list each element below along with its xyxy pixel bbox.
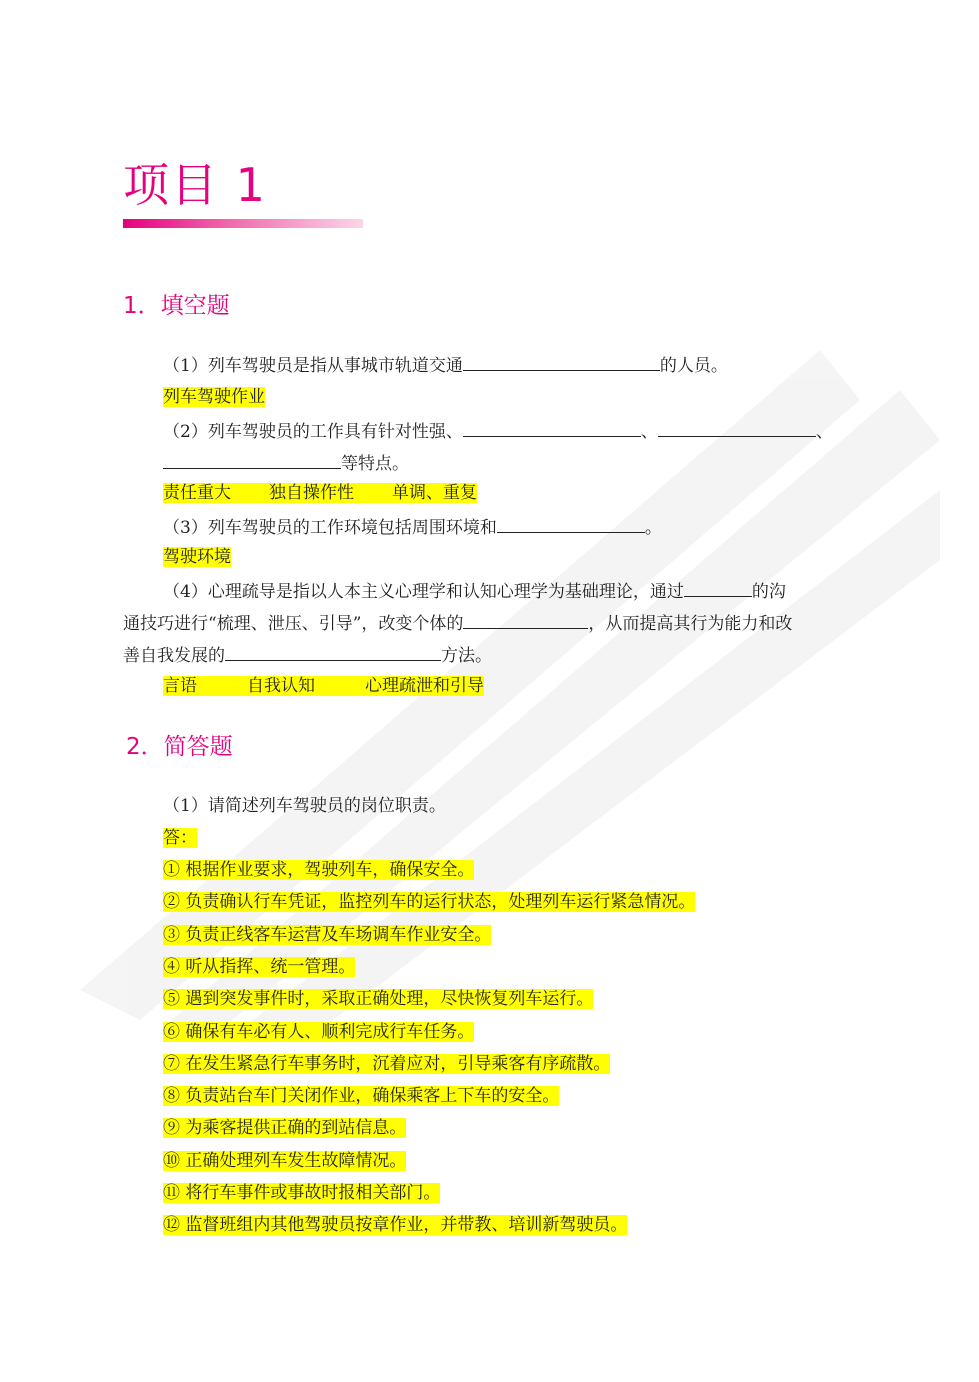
answer-3: [163, 545, 231, 569]
answer-2-highlight: [163, 483, 477, 503]
duty-list-item: [163, 955, 355, 979]
question-4-text-2-tail: ，从而提高其行为能力和改: [588, 614, 793, 634]
duty-list-item-text: ① 根据作业要求，驾驶列车，确保安全。: [163, 860, 475, 880]
question-4-text-1: （4）心理疏导是指以人本主义心理学和认知心理学为基础理论，通过: [163, 582, 684, 602]
question-4-line-3: [123, 642, 492, 668]
question-4-line-2: [123, 610, 792, 636]
duty-list-item: [163, 1213, 627, 1237]
blank-4b: [463, 610, 588, 629]
duty-list-item-text: ⑤ 遇到突发事件时，采取正确处理，尽快恢复列车运行。: [163, 989, 594, 1010]
duty-list-item: [163, 858, 474, 882]
answer-2c: 单调、重复: [392, 483, 477, 503]
answer-2: [163, 481, 477, 505]
blank-4c: [225, 642, 441, 661]
question-1-tail: 的人员。: [659, 356, 728, 376]
duty-list-item: [163, 1020, 474, 1044]
question-4-text-3: 善自我发展的: [123, 646, 225, 666]
answer-4: [163, 674, 484, 698]
duty-list-item-text: ⑧ 负责站台车门关闭作业，确保乘客上下车的安全。: [163, 1086, 560, 1107]
answer-label: [163, 826, 197, 850]
duty-list-item-text: ② 负责确认行车凭证，监控列车的运行状态，处理列车运行紧急情况。: [163, 892, 696, 913]
answer-4-highlight: [163, 676, 484, 696]
duty-list-item-text: ⑨ 为乘客提供正确的到站信息。: [163, 1118, 407, 1139]
duty-list-item: [163, 923, 491, 947]
question-4-line-1: [163, 578, 786, 604]
blank-4a: [684, 578, 752, 597]
duty-list-item-text: ⑥ 确保有车必有人、顺利完成行车任务。: [163, 1021, 475, 1042]
duty-list-item-text: ⑩ 正确处理列车发生故障情况。: [163, 1150, 407, 1171]
answer-4c: 心理疏泄和引导: [365, 676, 484, 696]
short-question-1: （1）请简述列车驾驶员的岗位职责。: [163, 796, 446, 816]
question-3: [163, 514, 662, 540]
answer-3-text: 驾驶环境: [163, 547, 231, 567]
blank-1: [463, 352, 660, 371]
duty-list-item-text: ⑫ 监督班组内其他驾驶员按章作业，并带教、培训新驾驶员。: [163, 1215, 628, 1236]
duty-list-item: [163, 890, 695, 914]
question-2-tail: 等特点。: [341, 454, 409, 474]
blank-2a: [463, 418, 641, 437]
question-1: [163, 352, 728, 378]
duty-list-item: [163, 1084, 559, 1108]
question-3-tail: 。: [644, 518, 662, 538]
question-4-text-3-tail: 方法。: [441, 646, 492, 666]
separator: 、: [640, 422, 658, 442]
duty-list-item-text: ③ 负责正线客车运营及车场调车作业安全。: [163, 924, 492, 945]
duty-list-item: [163, 1052, 610, 1076]
duty-list-item: [163, 1181, 440, 1205]
blank-2b: [658, 418, 816, 437]
duty-list-item: [163, 1149, 406, 1173]
duty-list-item: [163, 987, 593, 1011]
question-2: [163, 418, 833, 444]
answer-4a: 言语: [163, 676, 197, 696]
answer-label-text: 答：: [163, 828, 197, 848]
answer-4b: 自我认知: [247, 676, 315, 696]
question-2-text: （2）列车驾驶员的工作具有针对性强、: [163, 422, 463, 442]
title-underline-bar: [123, 219, 363, 228]
question-4-text-2: 通技巧进行“梳理、泄压、引导”，改变个体的: [123, 614, 464, 634]
question-2-cont: [163, 450, 409, 476]
separator: 、: [815, 422, 833, 442]
question-1-text: （1）列车驾驶员是指从事城市轨道交通: [163, 356, 463, 376]
duty-list-item: [163, 1116, 406, 1140]
project-title: 项目 1: [123, 158, 267, 212]
section-fill-blank-title: 1．填空题: [123, 293, 230, 319]
blank-2c: [163, 450, 341, 469]
answer-1: [163, 385, 265, 409]
answer-2b: 独自操作性: [269, 483, 354, 503]
answer-1-text: 列车驾驶作业: [163, 387, 265, 407]
answer-2a: 责任重大: [163, 483, 231, 503]
duty-list-item-text: ④ 听从指挥、统一管理。: [163, 956, 356, 977]
question-3-text: （3）列车驾驶员的工作环境包括周围环境和: [163, 518, 497, 538]
question-4-text-1-tail: 的沟: [751, 582, 786, 602]
duty-list-item-text: ⑪ 将行车事件或事故时报相关部门。: [163, 1183, 441, 1203]
blank-3: [497, 514, 645, 533]
duty-list-item-text: ⑦ 在发生紧急行车事务时，沉着应对，引导乘客有序疏散。: [163, 1053, 611, 1074]
section-short-answer-title: 2．简答题: [126, 734, 233, 760]
